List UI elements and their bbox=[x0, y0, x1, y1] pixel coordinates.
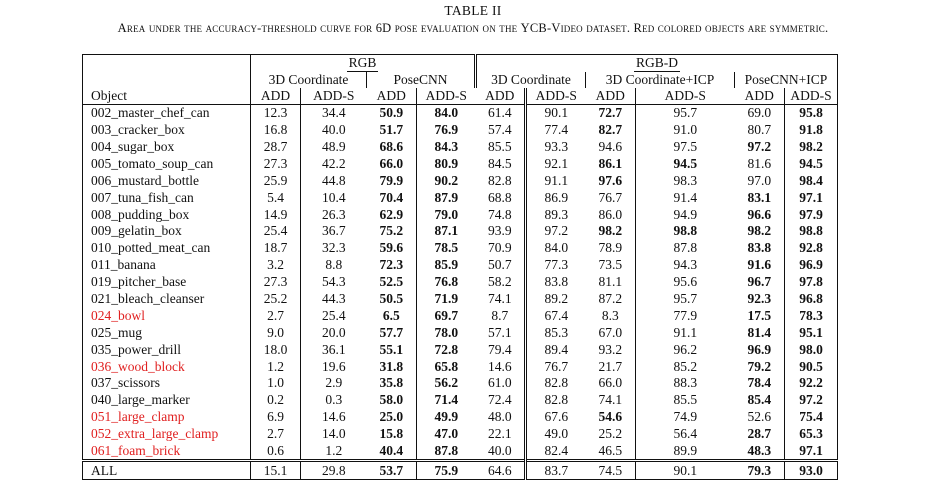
metric-value: 50.7 bbox=[487, 257, 512, 273]
rgbd-header: RGB-D bbox=[635, 55, 678, 70]
metric-value: 29.8 bbox=[301, 461, 367, 480]
metric-value: 82.8 bbox=[487, 172, 512, 188]
metric-value: 97.6 bbox=[598, 172, 623, 188]
metric-value: 25.4 bbox=[301, 307, 367, 324]
metric-value: 27.3 bbox=[251, 273, 301, 290]
metric-value: 48.3 bbox=[747, 443, 772, 458]
metric-value: 96.9 bbox=[747, 341, 772, 357]
object-column-header: Object bbox=[83, 88, 251, 105]
object-name: 036_wood_block bbox=[83, 358, 251, 375]
metric-value: 92.2 bbox=[785, 375, 838, 392]
object-name: 051_large_clamp bbox=[83, 409, 251, 426]
metric-value: 84.0 bbox=[526, 240, 586, 257]
object-name: 007_tuna_fish_can bbox=[83, 189, 251, 206]
caption-segment: ed colored objects are symmetric. bbox=[642, 21, 829, 35]
metric-value: 83.7 bbox=[526, 461, 586, 480]
metric-value: 79.3 bbox=[735, 461, 785, 480]
metric-value: 73.5 bbox=[598, 257, 623, 273]
metric-value: 6.5 bbox=[382, 307, 400, 323]
metric-value: 97.5 bbox=[636, 138, 735, 155]
object-name: 004_sugar_box bbox=[83, 138, 251, 155]
metric-value: 95.6 bbox=[636, 273, 735, 290]
metric-value: 12.3 bbox=[251, 104, 301, 121]
metric-value: 94.9 bbox=[636, 206, 735, 223]
metric-value: 78.9 bbox=[598, 240, 623, 256]
table-row bbox=[83, 425, 838, 442]
object-name: 025_mug bbox=[83, 324, 251, 341]
table-row bbox=[83, 257, 838, 274]
metric-value: 85.9 bbox=[417, 257, 476, 274]
metric-value: 85.5 bbox=[487, 138, 512, 154]
metric-value: 40.0 bbox=[487, 443, 512, 458]
metric-value: 71.4 bbox=[417, 392, 476, 409]
metric-value: 8.3 bbox=[601, 307, 619, 323]
metric-value: 32.3 bbox=[301, 240, 367, 257]
metric-value: 59.6 bbox=[379, 240, 404, 256]
table-row bbox=[83, 307, 838, 324]
metric-value: 8.7 bbox=[491, 307, 509, 323]
metric-value: 86.1 bbox=[598, 155, 623, 171]
metric-value: 98.0 bbox=[785, 341, 838, 358]
metric-value: 10.4 bbox=[301, 189, 367, 206]
table-row bbox=[83, 104, 838, 121]
metric-value: 79.9 bbox=[379, 172, 404, 188]
metric-value: 70.9 bbox=[487, 240, 512, 256]
metric-value: 91.0 bbox=[636, 121, 735, 138]
metric-value: 1.0 bbox=[251, 375, 301, 392]
object-name: 011_banana bbox=[83, 257, 251, 274]
metric-value: 97.0 bbox=[747, 172, 772, 188]
metric-value: 69.7 bbox=[417, 307, 476, 324]
object-name: 024_bowl bbox=[83, 307, 251, 324]
metric-value: 65.3 bbox=[785, 425, 838, 442]
metric-value: 0.2 bbox=[251, 392, 301, 409]
object-name: 010_potted_meat_can bbox=[83, 240, 251, 257]
metric-value: 56.2 bbox=[417, 375, 476, 392]
results-table bbox=[82, 54, 838, 480]
metric-value: 98.3 bbox=[636, 172, 735, 189]
metric-header: ADD bbox=[476, 88, 526, 105]
metric-value: 25.9 bbox=[251, 172, 301, 189]
metric-value: 91.1 bbox=[526, 172, 586, 189]
method-header: 3D Coordinate bbox=[476, 72, 586, 88]
metric-value: 74.1 bbox=[598, 392, 623, 408]
metric-value: 52.5 bbox=[379, 274, 404, 290]
metric-value: 5.4 bbox=[251, 189, 301, 206]
object-name: 019_pitcher_base bbox=[83, 273, 251, 290]
method-header: PoseCNN bbox=[367, 72, 476, 88]
metric-value: 65.8 bbox=[417, 358, 476, 375]
object-name: 061_foam_brick bbox=[83, 442, 251, 460]
metric-value: 90.2 bbox=[417, 172, 476, 189]
header-row-method bbox=[83, 72, 838, 88]
metric-value: 87.8 bbox=[417, 442, 476, 460]
table-row bbox=[83, 172, 838, 189]
metric-value: 97.2 bbox=[747, 138, 772, 154]
metric-value: 78.3 bbox=[785, 307, 838, 324]
metric-value: 98.8 bbox=[636, 223, 735, 240]
metric-value: 77.3 bbox=[526, 257, 586, 274]
metric-value: 81.4 bbox=[747, 324, 772, 340]
metric-value: 9.0 bbox=[251, 324, 301, 341]
metric-value: 96.6 bbox=[747, 206, 772, 222]
metric-value: 91.1 bbox=[636, 324, 735, 341]
metric-value: 40.4 bbox=[379, 443, 404, 458]
metric-value: 93.9 bbox=[487, 223, 512, 239]
metric-value: 85.3 bbox=[526, 324, 586, 341]
metric-value: 28.7 bbox=[747, 426, 772, 442]
metric-value: 97.8 bbox=[785, 273, 838, 290]
metric-value: 15.1 bbox=[251, 461, 301, 480]
metric-value: 75.2 bbox=[379, 223, 404, 239]
metric-header: ADD-S bbox=[636, 88, 735, 105]
metric-value: 14.0 bbox=[301, 425, 367, 442]
metric-value: 76.9 bbox=[417, 121, 476, 138]
table-row bbox=[83, 324, 838, 341]
metric-value: 19.6 bbox=[301, 358, 367, 375]
metric-value: 76.7 bbox=[526, 358, 586, 375]
metric-value: 88.3 bbox=[636, 375, 735, 392]
metric-value: 98.2 bbox=[747, 223, 772, 239]
metric-value: 94.5 bbox=[785, 155, 838, 172]
metric-value: 87.8 bbox=[636, 240, 735, 257]
object-name: 040_large_marker bbox=[83, 392, 251, 409]
metric-value: 67.0 bbox=[598, 324, 623, 340]
metric-value: 91.6 bbox=[747, 257, 772, 273]
metric-value: 81.1 bbox=[598, 274, 623, 290]
object-name: ALL bbox=[83, 461, 251, 480]
metric-value: 64.6 bbox=[476, 461, 526, 480]
table-row bbox=[83, 392, 838, 409]
metric-value: 53.7 bbox=[367, 461, 417, 480]
metric-header: ADD-S bbox=[785, 88, 838, 105]
table-row bbox=[83, 290, 838, 307]
metric-value: 72.4 bbox=[487, 392, 512, 408]
object-name: 002_master_chef_can bbox=[83, 104, 251, 121]
metric-value: 86.0 bbox=[598, 206, 623, 222]
metric-value: 78.4 bbox=[747, 375, 772, 391]
metric-value: 25.2 bbox=[598, 426, 623, 442]
metric-value: 93.2 bbox=[598, 341, 623, 357]
metric-value: 75.4 bbox=[785, 409, 838, 426]
metric-value: 49.9 bbox=[417, 409, 476, 426]
object-name: 052_extra_large_clamp bbox=[83, 425, 251, 442]
metric-value: 44.8 bbox=[301, 172, 367, 189]
metric-value: 61.0 bbox=[487, 375, 512, 391]
header-row-metric bbox=[83, 88, 838, 105]
metric-value: 98.4 bbox=[785, 172, 838, 189]
metric-value: 21.7 bbox=[598, 358, 623, 374]
metric-value: 79.4 bbox=[487, 341, 512, 357]
metric-value: 1.2 bbox=[251, 358, 301, 375]
metric-value: 42.2 bbox=[301, 155, 367, 172]
metric-header: ADD bbox=[251, 88, 301, 105]
metric-value: 31.8 bbox=[379, 358, 404, 374]
metric-value: 74.1 bbox=[487, 290, 512, 306]
metric-value: 25.4 bbox=[251, 223, 301, 240]
metric-value: 2.7 bbox=[251, 307, 301, 324]
object-name: 005_tomato_soup_can bbox=[83, 155, 251, 172]
metric-value: 46.5 bbox=[598, 443, 623, 458]
metric-value: 2.7 bbox=[251, 425, 301, 442]
table-row bbox=[83, 223, 838, 240]
metric-value: 8.8 bbox=[301, 257, 367, 274]
metric-value: 92.3 bbox=[747, 290, 772, 306]
table-row bbox=[83, 273, 838, 290]
metric-value: 67.4 bbox=[526, 307, 586, 324]
metric-header: ADD bbox=[586, 88, 636, 105]
metric-value: 14.9 bbox=[251, 206, 301, 223]
metric-value: 70.4 bbox=[379, 189, 404, 205]
metric-value: 96.9 bbox=[785, 257, 838, 274]
table-caption bbox=[0, 21, 946, 36]
metric-value: 79.2 bbox=[747, 358, 772, 374]
table-row bbox=[83, 442, 838, 460]
metric-value: 93.0 bbox=[785, 461, 838, 480]
metric-value: 28.7 bbox=[251, 138, 301, 155]
object-name: 035_power_drill bbox=[83, 341, 251, 358]
metric-value: 87.1 bbox=[417, 223, 476, 240]
metric-value: 36.1 bbox=[301, 341, 367, 358]
metric-header: ADD-S bbox=[526, 88, 586, 105]
metric-value: 27.3 bbox=[251, 155, 301, 172]
caption-segment: 6D bbox=[375, 21, 392, 35]
metric-value: 97.1 bbox=[785, 189, 838, 206]
metric-value: 15.8 bbox=[379, 426, 404, 442]
metric-value: 56.4 bbox=[636, 425, 735, 442]
metric-value: 20.0 bbox=[301, 324, 367, 341]
metric-value: 58.2 bbox=[487, 274, 512, 290]
rgb-header: RGB bbox=[348, 55, 377, 70]
metric-value: 25.0 bbox=[379, 409, 404, 425]
metric-value: 6.9 bbox=[251, 409, 301, 426]
metric-value: 85.5 bbox=[636, 392, 735, 409]
metric-value: 79.0 bbox=[417, 206, 476, 223]
metric-value: 91.4 bbox=[636, 189, 735, 206]
metric-value: 72.7 bbox=[598, 105, 623, 121]
table-row bbox=[83, 189, 838, 206]
metric-value: 44.3 bbox=[301, 290, 367, 307]
table-row bbox=[83, 138, 838, 155]
metric-value: 61.4 bbox=[487, 105, 512, 121]
metric-value: 92.8 bbox=[785, 240, 838, 257]
metric-value: 66.0 bbox=[598, 375, 623, 391]
metric-value: 90.5 bbox=[785, 358, 838, 375]
metric-value: 16.8 bbox=[251, 121, 301, 138]
metric-value: 75.9 bbox=[417, 461, 476, 480]
metric-value: 97.2 bbox=[526, 223, 586, 240]
metric-value: 34.4 bbox=[301, 104, 367, 121]
metric-value: 82.7 bbox=[598, 122, 623, 138]
metric-value: 54.6 bbox=[598, 409, 623, 425]
caption-segment: A bbox=[117, 21, 127, 35]
metric-value: 68.8 bbox=[487, 189, 512, 205]
metric-value: 80.7 bbox=[747, 122, 772, 138]
table-row bbox=[83, 358, 838, 375]
metric-value: 91.8 bbox=[785, 121, 838, 138]
metric-value: 98.2 bbox=[598, 223, 623, 239]
metric-value: 83.8 bbox=[526, 273, 586, 290]
table-row bbox=[83, 461, 838, 480]
metric-value: 77.4 bbox=[526, 121, 586, 138]
metric-value: 68.6 bbox=[379, 138, 404, 154]
metric-header: ADD bbox=[367, 88, 417, 105]
metric-value: 89.2 bbox=[526, 290, 586, 307]
metric-value: 74.9 bbox=[636, 409, 735, 426]
metric-value: 52.6 bbox=[747, 409, 772, 425]
metric-value: 51.7 bbox=[379, 122, 404, 138]
table-row bbox=[83, 206, 838, 223]
metric-value: 22.1 bbox=[487, 426, 512, 442]
header-row-modality bbox=[83, 55, 838, 72]
metric-value: 97.1 bbox=[785, 442, 838, 460]
metric-value: 36.7 bbox=[301, 223, 367, 240]
metric-value: 1.2 bbox=[301, 442, 367, 460]
metric-value: 84.0 bbox=[417, 104, 476, 121]
metric-value: 89.4 bbox=[526, 341, 586, 358]
metric-value: 83.1 bbox=[747, 189, 772, 205]
metric-value: 95.1 bbox=[785, 324, 838, 341]
metric-value: 97.2 bbox=[785, 392, 838, 409]
metric-value: 84.3 bbox=[417, 138, 476, 155]
metric-value: 96.2 bbox=[636, 341, 735, 358]
caption-segment: pose evaluation on the bbox=[391, 21, 521, 35]
method-header: 3D Coordinate bbox=[251, 72, 367, 88]
object-name: 009_gelatin_box bbox=[83, 223, 251, 240]
metric-value: 82.4 bbox=[526, 442, 586, 460]
metric-value: 87.2 bbox=[598, 290, 623, 306]
metric-value: 95.8 bbox=[785, 104, 838, 121]
metric-value: 78.0 bbox=[417, 324, 476, 341]
metric-value: 48.9 bbox=[301, 138, 367, 155]
metric-value: 2.9 bbox=[301, 375, 367, 392]
metric-value: 81.6 bbox=[747, 155, 772, 171]
metric-value: 49.0 bbox=[526, 425, 586, 442]
metric-header: ADD bbox=[735, 88, 785, 105]
table-row bbox=[83, 409, 838, 426]
table-label: TABLE II bbox=[444, 3, 502, 18]
table-row bbox=[83, 155, 838, 172]
metric-value: 95.7 bbox=[636, 104, 735, 121]
metric-value: 82.8 bbox=[526, 392, 586, 409]
table-row bbox=[83, 341, 838, 358]
metric-value: 50.9 bbox=[379, 105, 404, 121]
metric-value: 84.5 bbox=[487, 155, 512, 171]
caption-segment: YCB-V bbox=[520, 21, 561, 35]
metric-value: 67.6 bbox=[526, 409, 586, 426]
metric-value: 72.3 bbox=[379, 257, 404, 273]
metric-value: 96.7 bbox=[747, 274, 772, 290]
metric-value: 89.3 bbox=[526, 206, 586, 223]
metric-value: 96.8 bbox=[785, 290, 838, 307]
metric-value: 72.8 bbox=[417, 341, 476, 358]
metric-value: 90.1 bbox=[526, 104, 586, 121]
object-name: 003_cracker_box bbox=[83, 121, 251, 138]
metric-value: 58.0 bbox=[379, 392, 404, 408]
metric-value: 76.7 bbox=[598, 189, 623, 205]
metric-value: 54.3 bbox=[301, 273, 367, 290]
metric-value: 55.1 bbox=[379, 341, 404, 357]
metric-value: 77.9 bbox=[636, 307, 735, 324]
metric-value: 92.1 bbox=[526, 155, 586, 172]
metric-value: 57.1 bbox=[487, 324, 512, 340]
method-header: PoseCNN+ICP bbox=[735, 72, 838, 88]
metric-value: 57.4 bbox=[487, 122, 512, 138]
metric-value: 85.4 bbox=[747, 392, 772, 408]
method-header: 3D Coordinate+ICP bbox=[586, 72, 735, 88]
metric-value: 0.6 bbox=[251, 442, 301, 460]
metric-value: 95.7 bbox=[636, 290, 735, 307]
metric-value: 98.2 bbox=[785, 138, 838, 155]
table-row bbox=[83, 121, 838, 138]
caption-segment: ideo dataset. bbox=[560, 21, 634, 35]
metric-value: 69.0 bbox=[747, 105, 772, 121]
object-name: 037_scissors bbox=[83, 375, 251, 392]
metric-value: 87.9 bbox=[417, 189, 476, 206]
metric-value: 0.3 bbox=[301, 392, 367, 409]
metric-value: 74.8 bbox=[487, 206, 512, 222]
metric-value: 3.2 bbox=[251, 257, 301, 274]
metric-header: ADD-S bbox=[417, 88, 476, 105]
metric-value: 50.5 bbox=[379, 290, 404, 306]
object-name: 021_bleach_cleanser bbox=[83, 290, 251, 307]
metric-value: 14.6 bbox=[487, 358, 512, 374]
metric-value: 48.0 bbox=[487, 409, 512, 425]
metric-value: 76.8 bbox=[417, 273, 476, 290]
metric-value: 93.3 bbox=[526, 138, 586, 155]
metric-value: 66.0 bbox=[379, 155, 404, 171]
object-name: 006_mustard_bottle bbox=[83, 172, 251, 189]
metric-value: 94.5 bbox=[636, 155, 735, 172]
metric-value: 17.5 bbox=[747, 307, 772, 323]
metric-value: 18.0 bbox=[251, 341, 301, 358]
caption-segment: R bbox=[633, 21, 643, 35]
metric-value: 71.9 bbox=[417, 290, 476, 307]
metric-value: 86.9 bbox=[526, 189, 586, 206]
metric-value: 98.8 bbox=[785, 223, 838, 240]
metric-value: 90.1 bbox=[636, 461, 735, 480]
metric-value: 40.0 bbox=[301, 121, 367, 138]
caption-segment: rea under the accuracy-threshold curve for bbox=[126, 21, 376, 35]
metric-value: 62.9 bbox=[379, 206, 404, 222]
metric-value: 97.9 bbox=[785, 206, 838, 223]
table-row bbox=[83, 240, 838, 257]
metric-value: 89.9 bbox=[636, 442, 735, 460]
metric-value: 82.8 bbox=[526, 375, 586, 392]
metric-value: 80.9 bbox=[417, 155, 476, 172]
metric-value: 18.7 bbox=[251, 240, 301, 257]
metric-value: 25.2 bbox=[251, 290, 301, 307]
table-row bbox=[83, 375, 838, 392]
metric-value: 26.3 bbox=[301, 206, 367, 223]
object-name: 008_pudding_box bbox=[83, 206, 251, 223]
metric-value: 35.8 bbox=[379, 375, 404, 391]
metric-value: 85.2 bbox=[636, 358, 735, 375]
metric-header: ADD-S bbox=[301, 88, 367, 105]
metric-value: 14.6 bbox=[301, 409, 367, 426]
metric-value: 47.0 bbox=[417, 425, 476, 442]
metric-value: 83.8 bbox=[747, 240, 772, 256]
metric-value: 74.5 bbox=[586, 461, 636, 480]
metric-value: 94.3 bbox=[636, 257, 735, 274]
metric-value: 57.7 bbox=[379, 324, 404, 340]
table-body bbox=[83, 104, 838, 480]
metric-value: 78.5 bbox=[417, 240, 476, 257]
metric-value: 94.6 bbox=[598, 138, 623, 154]
